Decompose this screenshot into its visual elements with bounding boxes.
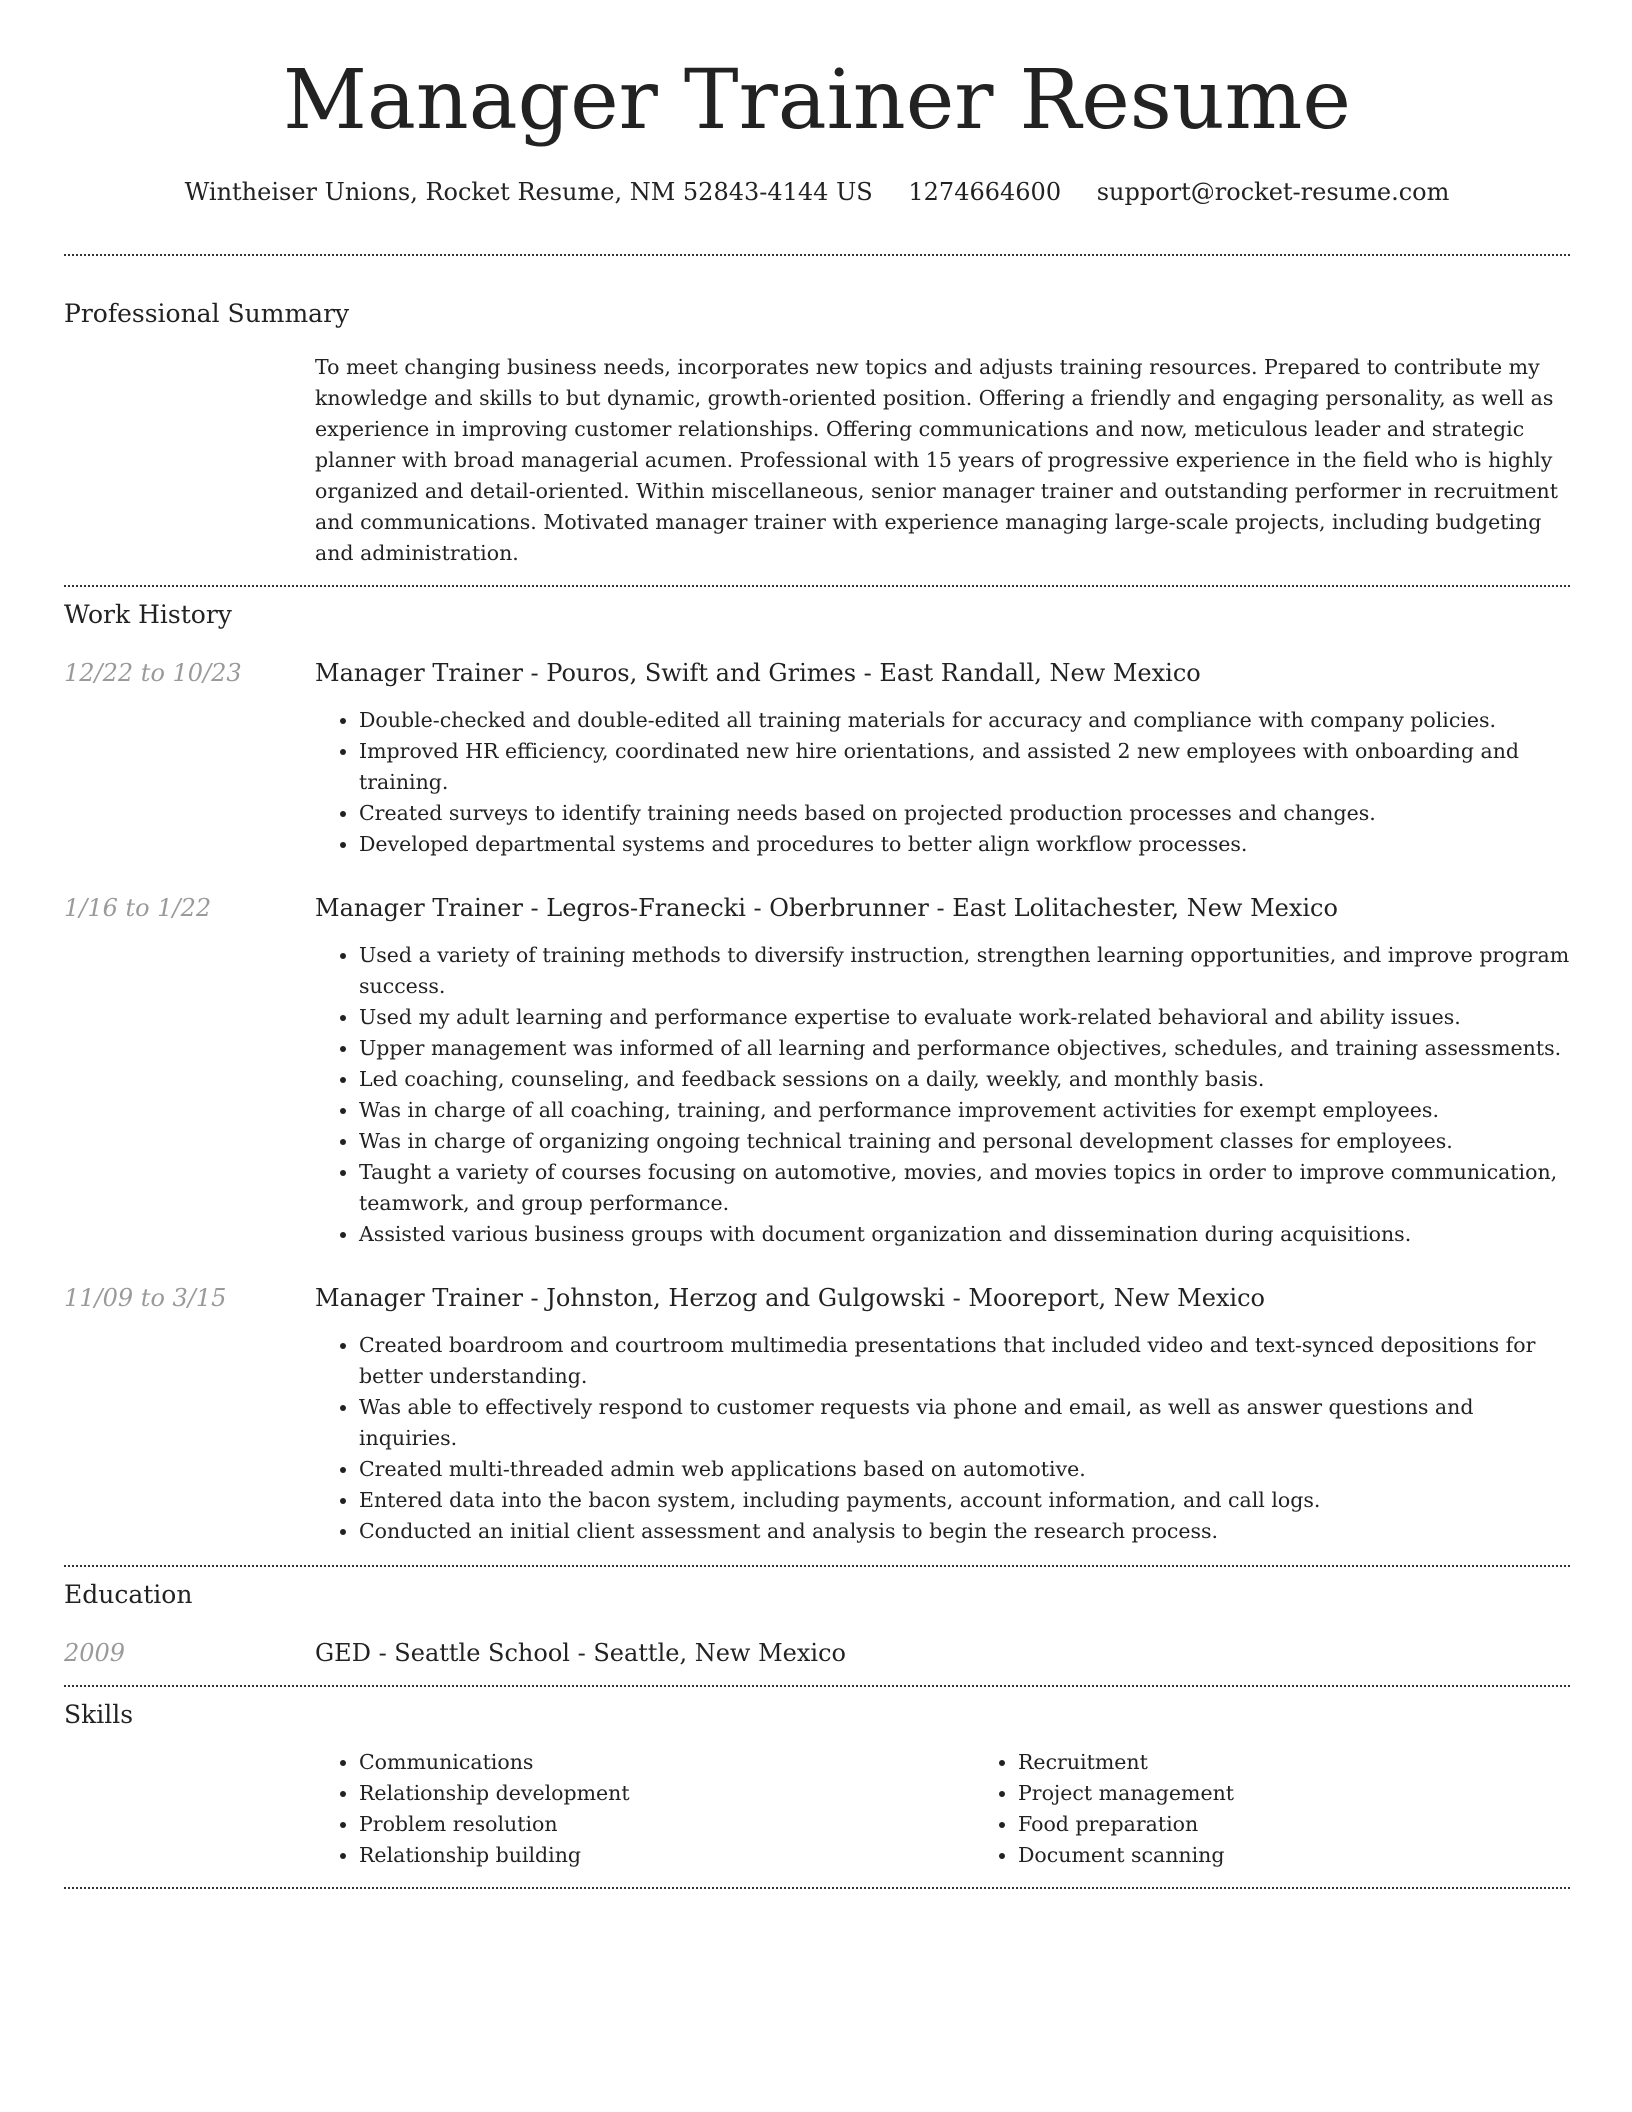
skill-item: • Recruitment [1018, 1747, 1632, 1778]
list-item: • Developed departmental systems and procedures to better align workflow processes. [359, 829, 1570, 860]
list-item: • Assisted various business groups with document organization and dissemination during acquisitions. [359, 1219, 1570, 1250]
summary-text: To meet changing business needs, incorporates new topics and adjusts training resources. Prepared to contribute my knowledge and skills to but dynamic, growth-oriented position. Offering a friendly and engaging personality, as well as experience in improving customer relationships. Offering communications and now, meticulous leader and strategic planner with broad managerial acumen. Professional with 15 years of progressive experience in the field who is highly organized and detail-oriented. Within miscellaneous, senior manager trainer and outstanding performer in recruitment and communications. Motivated manager trainer with experience managing large-scale projects, including budgeting and administration. [315, 355, 1558, 565]
job-bullets [315, 705, 1570, 860]
job-entry [64, 1280, 1570, 1547]
skill-item: • Food preparation [1018, 1809, 1632, 1840]
job-dates: 12/22 to 10/23 [64, 659, 242, 687]
skill-item: • Relationship building [359, 1840, 974, 1871]
divider [64, 1887, 1570, 1889]
education-year: 2009 [64, 1639, 126, 1667]
divider [64, 254, 1570, 256]
contact-address: Wintheiser Unions, Rocket Resume, NM 52843-4144 US [184, 178, 873, 206]
contact-info [64, 174, 1570, 210]
job-heading: Manager Trainer - Legros-Franecki - Oberbrunner - East Lolitachester, New Mexico [315, 894, 1338, 922]
contact-phone: 1274664600 [908, 178, 1062, 206]
skill-item: • Communications [359, 1747, 974, 1778]
job-dates: 11/09 to 3/15 [64, 1284, 227, 1312]
job-entry [64, 890, 1570, 1250]
resume-title: Manager Trainer Resume [283, 53, 1351, 148]
job-bullets [315, 940, 1570, 1250]
skill-item: • Relationship development [359, 1778, 974, 1809]
list-item: • Taught a variety of courses focusing on automotive, movies, and movies topics in order to improve communication, teamwork, and group performance. [359, 1157, 1570, 1219]
education-heading-detail: GED - Seattle School - Seattle, New Mexico [315, 1639, 846, 1667]
list-item: • Used my adult learning and performance expertise to evaluate work-related behavioral and ability issues. [359, 1002, 1570, 1033]
work-history-section [64, 597, 1570, 1547]
education-section [64, 1577, 1570, 1671]
skill-item: • Project management [1018, 1778, 1632, 1809]
skill-item: • Problem resolution [359, 1809, 974, 1840]
job-heading: Manager Trainer - Pouros, Swift and Grimes - East Randall, New Mexico [315, 659, 1201, 687]
list-item: • Double-checked and double-edited all training materials for accuracy and compliance with company policies. [359, 705, 1570, 736]
skills-list-right [974, 1747, 1632, 1871]
list-item: • Created boardroom and courtroom multimedia presentations that included video and text-synced depositions for better understanding. [359, 1330, 1570, 1392]
list-item: • Used a variety of training methods to diversify instruction, strengthen learning opportunities, and improve program success. [359, 940, 1570, 1002]
list-item: • Conducted an initial client assessment and analysis to begin the research process. [359, 1516, 1570, 1547]
divider [64, 585, 1570, 587]
summary-heading: Professional Summary [64, 299, 350, 328]
job-heading: Manager Trainer - Johnston, Herzog and Gulgowski - Mooreport, New Mexico [315, 1284, 1265, 1312]
divider [64, 1565, 1570, 1567]
divider [64, 1685, 1570, 1687]
contact-email: support@rocket-resume.com [1096, 178, 1450, 206]
summary-section [64, 296, 1570, 569]
work-history-heading: Work History [64, 600, 232, 629]
list-item: • Led coaching, counseling, and feedback sessions on a daily, weekly, and monthly basis. [359, 1064, 1570, 1095]
resume-page [64, 0, 1570, 1889]
job-dates: 1/16 to 1/22 [64, 894, 212, 922]
job-entry [64, 655, 1570, 860]
list-item: • Improved HR efficiency, coordinated new hire orientations, and assisted 2 new employees with onboarding and training. [359, 736, 1570, 798]
skills-section [64, 1697, 1570, 1871]
list-item: • Created multi-threaded admin web applications based on automotive. [359, 1454, 1570, 1485]
skills-list-left [315, 1747, 974, 1871]
job-bullets [315, 1330, 1570, 1547]
list-item: • Created surveys to identify training needs based on projected production processes and changes. [359, 798, 1570, 829]
list-item: • Was in charge of all coaching, training, and performance improvement activities for exempt employees. [359, 1095, 1570, 1126]
education-heading: Education [64, 1580, 193, 1609]
skill-item: • Document scanning [1018, 1840, 1632, 1871]
list-item: • Entered data into the bacon system, including payments, account information, and call logs. [359, 1485, 1570, 1516]
list-item: • Was in charge of organizing ongoing technical training and personal development classes for employees. [359, 1126, 1570, 1157]
skills-heading: Skills [64, 1700, 134, 1729]
list-item: • Was able to effectively respond to customer requests via phone and email, as well as answer questions and inquiries. [359, 1392, 1570, 1454]
list-item: • Upper management was informed of all learning and performance objectives, schedules, and training assessments. [359, 1033, 1570, 1064]
